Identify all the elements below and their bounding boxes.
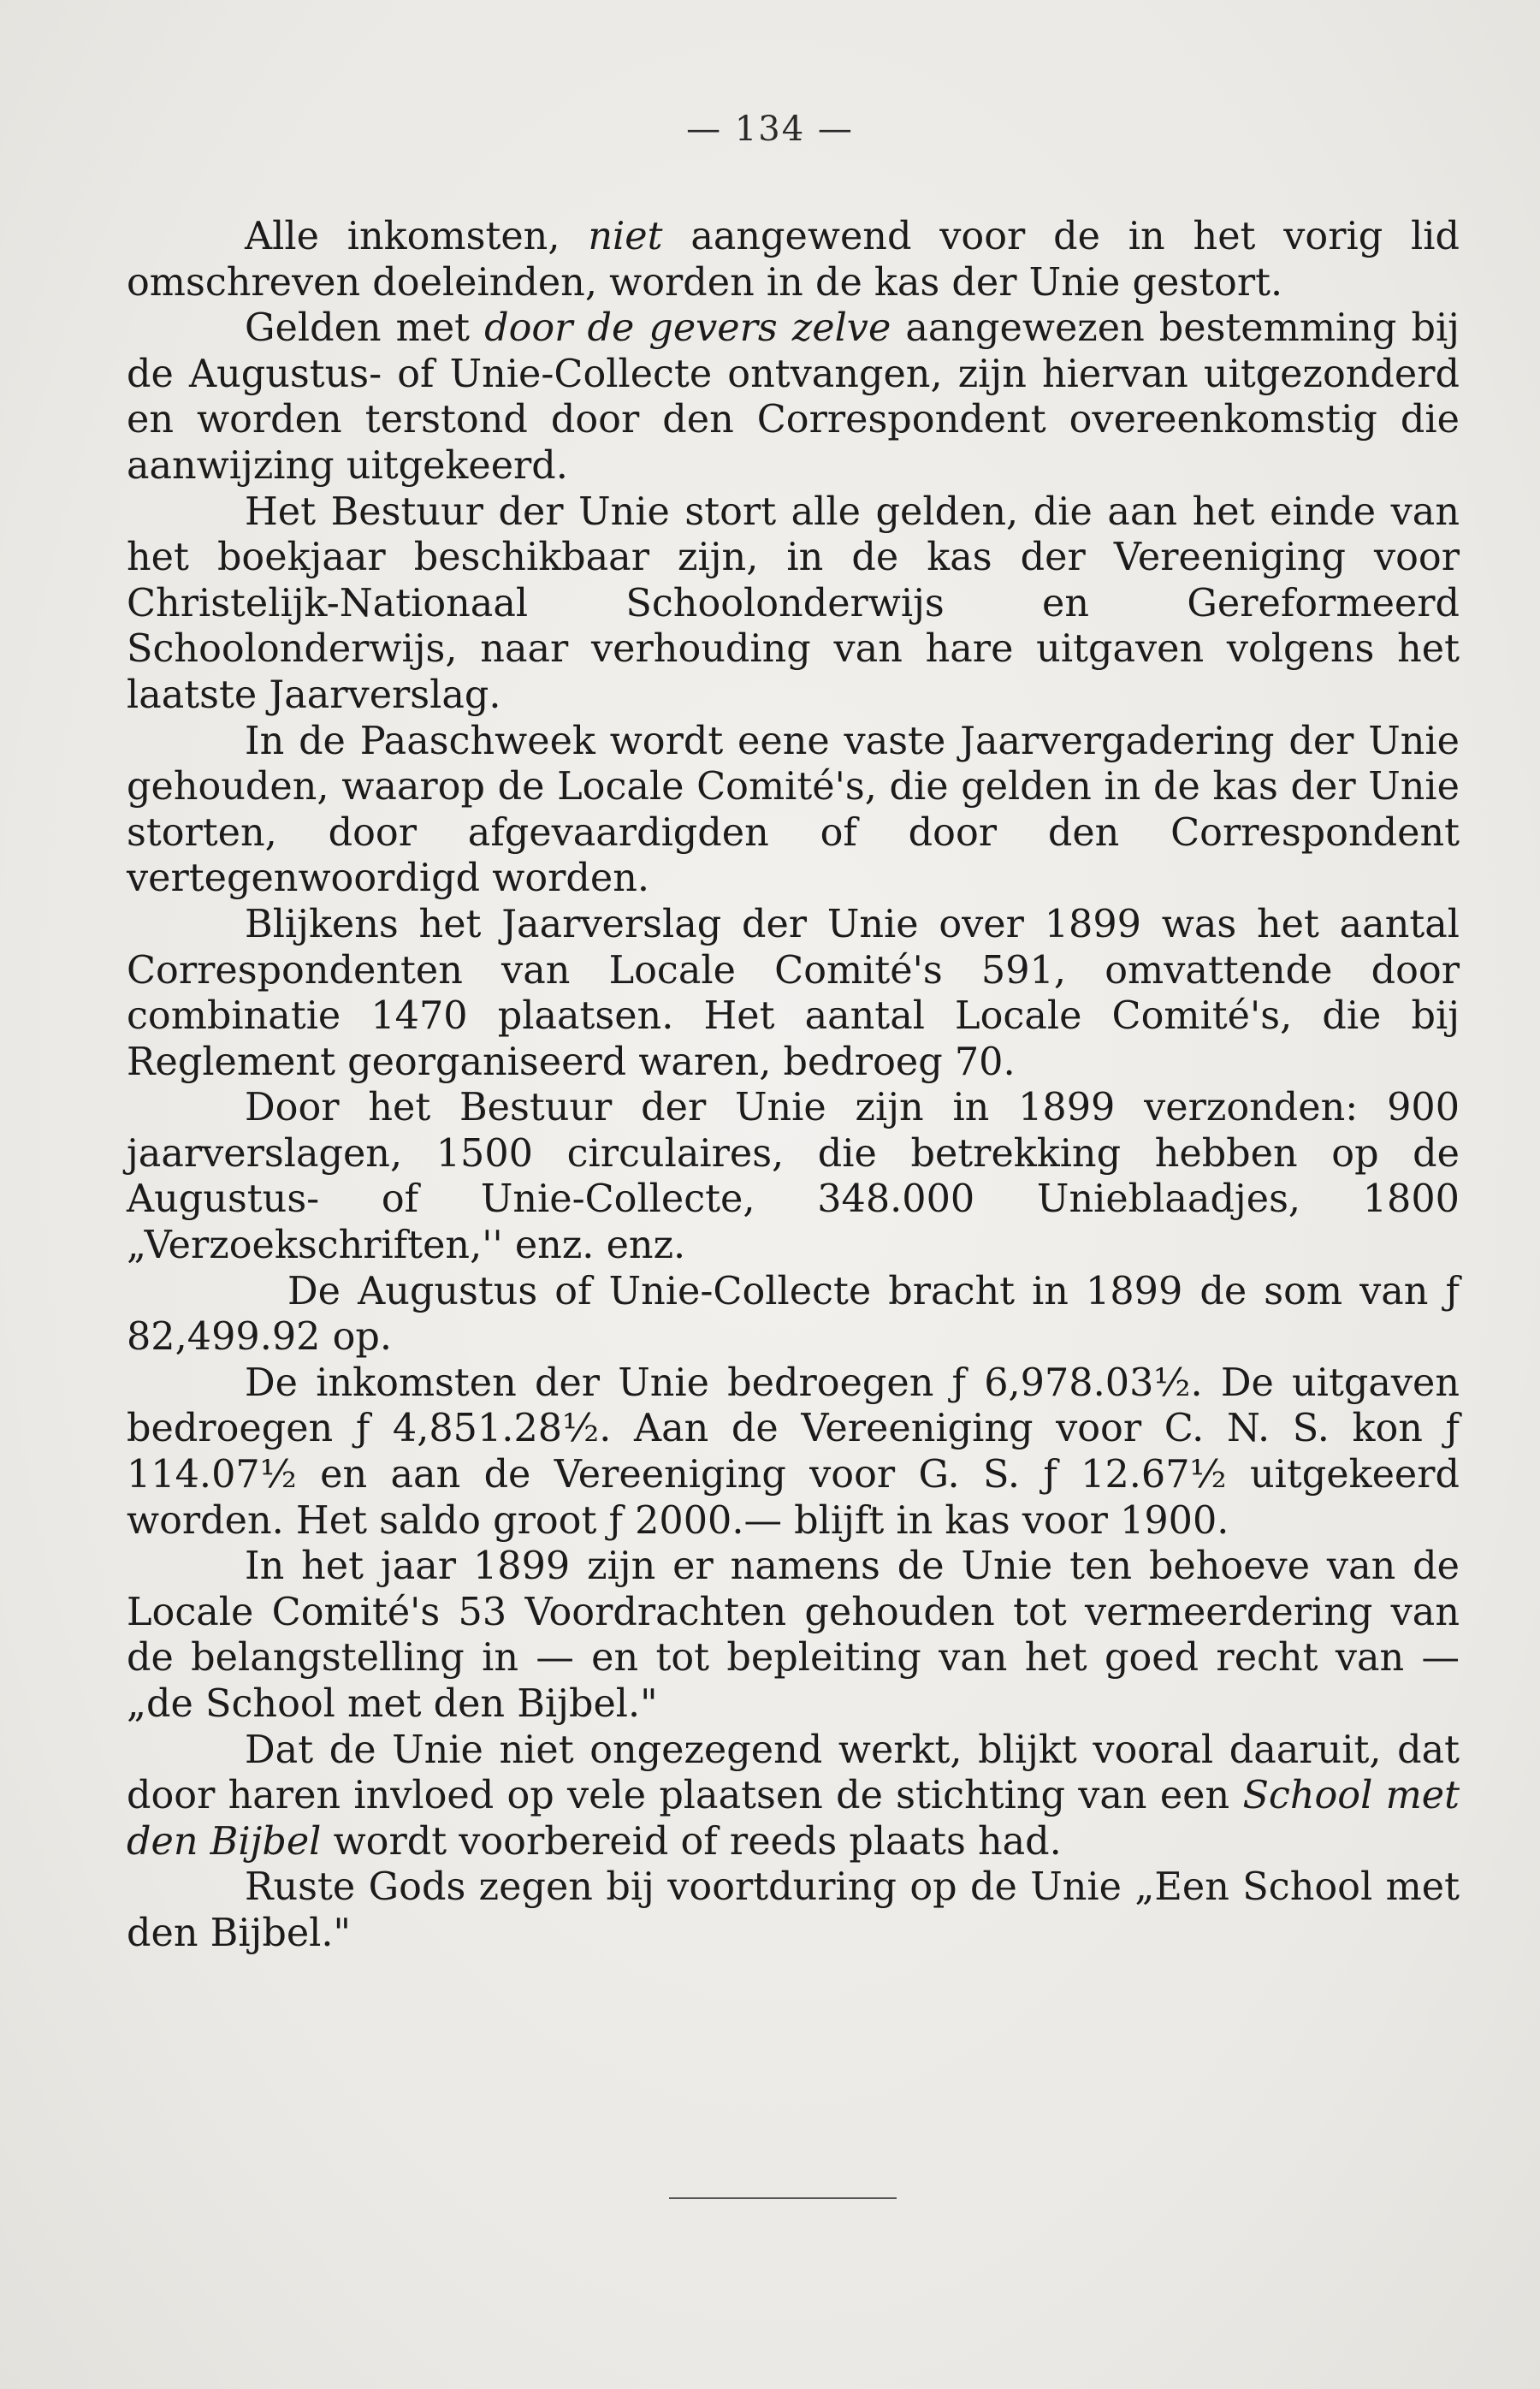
paragraph-2 [127, 305, 1460, 489]
text-segment: Dat de Unie niet ongezegend werkt, blijkt vooral daaruit, dat door haren invloed op vele plaatsen de stichting van een [127, 1728, 1460, 1818]
text-segment: Ruste Gods zegen bij voortduring op de Unie „Een School met den Bijbel." [127, 1865, 1460, 1955]
paragraph-1 [127, 214, 1460, 305]
text-segment: De inkomsten der Unie bedroegen ƒ 6,978.03½. De uitgaven bedroegen ƒ 4,851.28½. Aan de Vereeniging voor C. N. S. kon ƒ 114.07½ en aan de Vereeniging voor G. S. ƒ 12.67½ uitgekeerd worden. Het saldo groot ƒ 2000.— blijft in kas voor 1900. [127, 1360, 1460, 1543]
paragraph-4 [127, 719, 1460, 902]
body-text [127, 214, 1460, 1957]
text-segment: Door het Bestuur der Unie zijn in 1899 verzonden: 900 jaarverslagen, 1500 circulaires, die betrekking hebben op de Augustus- of Unie-Collecte, 348.000 Unieblaadjes, 1800 „Verzoekschriften,'' enz. enz. [127, 1086, 1460, 1268]
paragraph-6 [127, 1085, 1460, 1268]
text-segment: De Augustus of Unie-Collecte bracht in 1899 de som van ƒ 82,499.92 op. [127, 1269, 1460, 1360]
paragraph-5 [127, 902, 1460, 1085]
text-segment: aangewend voor de in het vorig lid omschreven doeleinden, worden in de kas der Unie gestort. [127, 215, 1460, 305]
paragraph-11 [127, 1864, 1460, 1956]
text-segment: Het Bestuur der Unie stort alle gelden, die aan het einde van het boekjaar beschikbaar zijn, in de kas der Vereeniging voor Christelijk-Nationaal Schoolonderwijs en Gereformeerd Schoolonderwijs, naar verhouding van hare uitgaven volgens het laatste Jaarverslag. [127, 489, 1460, 717]
paragraph-10 [127, 1728, 1460, 1865]
text-segment: aangewezen bestemming bij de Augustus- of Unie-Collecte ontvangen, zijn hiervan uitgezonderd en worden terstond door den Correspondent overeenkomstig die aanwijzing uitgekeerd. [127, 306, 1460, 488]
paragraph-8 [127, 1360, 1460, 1544]
italic-segment: door de gevers zelve [484, 306, 891, 351]
end-rule [669, 2197, 897, 2199]
text-segment: Alle inkomsten, [245, 215, 589, 258]
paragraph-9 [127, 1544, 1460, 1727]
text-segment: Blijkens het Jaarverslag der Unie over 1899 was het aantal Correspondenten van Locale Comité's 591, omvattende door combinatie 1470 plaatsen. Het aantal Locale Comité's, die bij Reglement georganiseerd waren, bedroeg 70. [127, 902, 1460, 1084]
page-number: — 134 — [686, 110, 854, 149]
paragraph-7 [127, 1269, 1460, 1360]
italic-segment: niet [588, 215, 663, 258]
text-segment: wordt voorbereid of reeds plaats had. [321, 1819, 1062, 1864]
text-segment: In de Paaschweek wordt eene vaste Jaarvergadering der Unie gehouden, waarop de Locale Comité's, die gelden in de kas der Unie storten, door afgevaardigden of door den Correspondent vertegenwoordigd worden. [127, 719, 1460, 901]
italic-segment: School met den Bijbel [127, 1774, 1460, 1864]
text-segment: In het jaar 1899 zijn er namens de Unie ten behoeve van de Locale Comité's 53 Voordrachten gehouden tot vermeerdering van de belangstelling in — en tot bepleiting van het goed recht van — „de School met den Bijbel." [127, 1544, 1460, 1726]
paragraph-3 [127, 489, 1460, 719]
text-segment: Gelden met [245, 306, 485, 351]
